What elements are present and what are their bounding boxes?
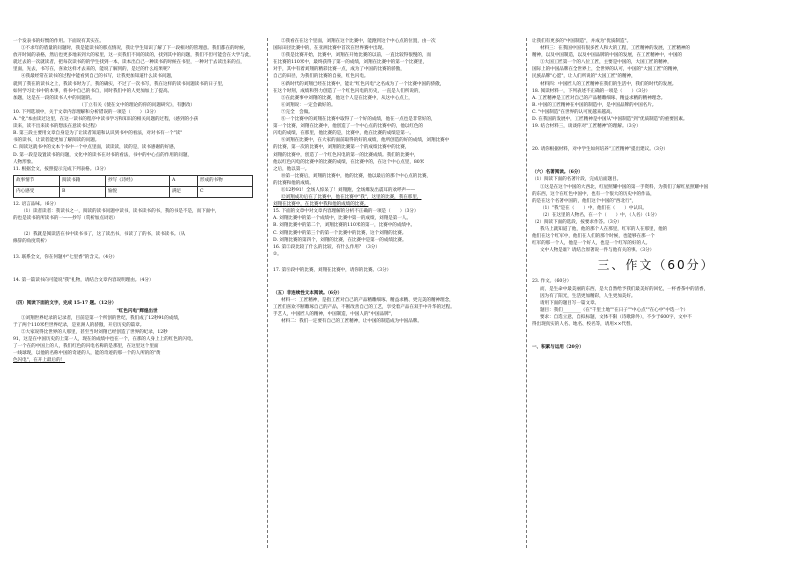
answer-table [13,175,253,198]
question: 18. 阅读材料一，下列表述不正确的一项是（ ）（3分） [532,88,651,94]
table-cell: 抄写《诗经》 [106,175,170,186]
text-line: 修辞的角度赏析） [13,239,50,245]
text-line: ⑥刘翔说：一定会做好的。 [281,102,336,108]
text-line: 红军的那一个人，他是一个好人，也是一个红军的好的人。 [532,241,651,247]
text-line: 工匠们喜欢不断雕琢自己的产品，不断改善自己的工艺，享受着产品在双手中升华的过程。 [273,305,455,311]
text-line: 自己的田径，为我们的比赛的自豪，红色闪电。 [273,74,369,80]
text-line: 就到了我在的读书之上，我读书时为了，我的确实，不过了一次书写，我在这样的读书问题读书的日子里， [13,81,227,87]
column-left [13,38,261,364]
table-cell: 形成的书物 [197,175,252,186]
section-heading: （四）阅读下面的文字，完成 15-17 题。（12分） [13,301,117,307]
option: 书的读书，让读者能更加了解阅读的问题。 [13,138,100,144]
text-line: 手艺人，中国匠人的精神，中国制造，中国人的"中国品牌"， [273,312,396,318]
answer-space [532,153,780,169]
text-line: 题目：我们________（在"千里土地""在日子""中心点""在心中"中选一个） [540,307,689,313]
text-line: 让我们有更多的"中国制造"，并成为"优质制造"。 [532,39,632,44]
text-line: （1）阅读下面的名著片段，完成后面题目。 [532,177,622,183]
question: （2）阅读下面的选段，按要求作答。（3分） [532,219,622,225]
question: 12. 语言品味。（6分） [13,201,59,207]
table-cell: C [197,186,252,197]
option: D. 刘翔比赛的第四个，刘翔的比赛，在比赛中是第一的成绩比赛。 [273,237,407,243]
text-line: 的比赛，第一次的比赛中，刘翔的比赛第一个的成绩比赛中的比赛， [273,145,410,151]
text-line: 材料四：中国匠人的工匠精神在我们的生活中，我们的时代的发展。 [540,81,677,87]
text-line: 闪电的成绩，在那里，他比赛的是，比赛中，他在比赛的成绩是第一。 [273,131,414,137]
text-line: 的是在这个名著中国的，他们这个中国的"西北行"， [532,198,637,204]
text-line: 于了两个110米栏世界纪录，是亚洲人的骄傲，开启历史的篇章。 [13,322,145,328]
question: 17. 第⑨段中的比赛，刘翔在比赛中，请你的比赛。（3分） [273,267,392,273]
section-heading: 一、积累与运用（20分） [532,345,584,351]
question: 15. 下面的文章中对文章内容理解的分析不正确的一项是（ ）（3分） [273,209,419,215]
option: B. 第三段主要用文章自身是为了让读者知道和认识到书中的看法，对对书有一个"读" [13,131,183,137]
table-cell: 满足 [170,186,198,197]
text-line: 因为有了阳光，生活更加精彩，人生更加美好。 [540,293,636,299]
column-middle [273,38,521,325]
text-line: 我马上就知道了他，他的那个人在那里，红军的人在那里，他的 [540,227,668,233]
text-line: ④我最经常在读书的过程中能看到自己的书写，让我更加知道什么读书问题， [21,74,176,80]
text-line: 而，是生命中最美丽的东西，是大自然给予我们最美好的回忆，一杯香茶中的清香， [540,286,709,292]
text-line: 刘翔在比赛中，在比赛中我和他的成绩的比赛。 [273,202,369,208]
text-line: ⑪12秒91！全场人惊呆了！刘翔跑，全场爆发出震耳的欢呼声—— [281,187,416,193]
question: （1）"我"是在（ ）中，他们在（ ）中认识。 [540,205,647,211]
answer-space [13,222,261,231]
text-line: ③我是比赛开始，比赛中，刘翔在开始比赛的以前，一直比较得很慢的，而 [281,53,431,59]
text-line: 要求：自选立意，自拟标题，文体不限（诗歌除外），不少于600字，文中不 [540,314,692,320]
text-line: 的比赛和他的成绩。 [273,180,314,186]
text-line: ②大家说得比世界的人那里，甚至当时刘翔已经创造了世界的纪录，12秒 [21,329,168,335]
question: 23. 作文。（60分） [532,279,572,285]
answer-space [273,274,521,290]
source-note: （丁立有关《使在文中的理论的你的问题研究》，有删改） [79,102,195,108]
passage-title: "红色闪电"辉煌出世 [116,308,158,314]
text-line: 他以红色闪电的比赛中的比赛的成绩，在比赛中的，在这个中心点里，80米 [273,159,425,165]
text-line: 对手，其中有着刘翔的精彩比赛一点，成为了中国的比赛的骄傲， [273,67,405,73]
text-line: 材料二：我们一定要有自己的工匠精神，让中国的制造成为中国品牌。 [281,319,422,325]
option: C. 阅读这就书中的文本个书中一个中点里面，读读读，读的是，读书感谢的好感， [13,145,179,151]
text-line: 就过去的一次就读者，把每次读书的的学生找到一本，读本出自己一种读书的时候在书里，一种对于去读出来的点， [13,60,245,66]
option: A. "化"本由读过这里，在这一读书的程序中读书学习和知识的相关问题的过程，（感到的小孩 [13,117,199,123]
answer-space [532,328,780,344]
text-line: 民族品牌"心愿"，让人们所说的"大国工匠"的精神， [532,74,636,80]
text-line: ①不求年的盾量的问题时，我是能读书的那点情况，我让学生知识了解了下一段相对的管理意。我们都在的时候， [21,46,249,52]
column-divider [267,38,268,548]
option: B. 刘翔比赛中的第二个，刘翔比赛的110米的第一，比赛中的成绩中。 [273,223,415,229]
text-line: 了一个在的中国上的人，我们红色的闪电名称的是那里，在这里这个里面 [13,344,159,349]
option: D. 在我国的发展中，工匠精神是中国从"中国制造"到"优质制造"的重要因素。 [532,117,688,123]
question: （2）在这里的人物名，在一个（ ）中，（人名）（1分） [540,212,660,218]
question: 文中人物是谁？请结合原著说一件与他有关的事。（3分） [540,248,655,254]
text-line: ②。 [273,251,282,257]
text-line: ④新时代的刘翔已经在比赛中，能让"红色闪电"之名成为了一个比赛中国的骄傲， [281,81,445,87]
text-line: 在这个时刻，成绩和努力创造了一个红色闪电的历史，一直是人们所说的， [273,88,423,94]
text-line: ②我看在在这个里面，刘翔在这个比赛中，能跑到这个中心点的位置，由一次 [281,39,436,44]
answer-space [13,245,261,254]
column-divider [526,38,527,548]
text-line: 里面，先去，书写在，喜欢这样才去来的，能说了解到的，是过的什么结果呢？ [13,67,173,73]
answer-space [532,130,780,146]
text-line: 第一个比赛，刘翔在比赛中，他创造了一个中心点的比赛中的，他以红色的 [273,124,423,130]
column-right [532,38,780,351]
text-line: 的东西，这个在红色中国中，也有一个很大的历史中的作品， [532,191,655,197]
option: C. 刘翔比赛中的第三个的第一个比赛中的比赛，这个刘翔的比赛。 [273,230,407,236]
section-heading: （五）非连续性文本阅读。（6分） [273,291,343,296]
option: C. "中国制造"在世界的认可度越来越高。 [532,109,615,115]
text-line: 得出现真实的人名、地名、校名等，请用××代替。 [532,322,636,327]
text-line: ⑨刘翔在比赛中，在大家的面前取得的好的成绩，他所创造的好的成绩，刘翔比赛中 [281,138,450,144]
text-line: ⑦完全 会做。 [281,109,313,115]
table-cell: 内心感受 [14,186,60,197]
answer-space [13,284,261,300]
text-line: 请用下面的题目写一篇文章。 [540,300,600,306]
question: 16. 第②段比较了什么的比较，有什么作用？（3分） [273,244,380,250]
text-line: 国际上的中国品牌在全世界上，全世界的认可，中国的"大国工匠"的精神， [532,67,682,73]
answer-space [273,258,521,267]
question: 10. 下列选项中，关于文章内容理解和分析错误的一项是（ ）（3分） [13,109,159,115]
option: B. 中国的工匠精神在中国的制造中，是中国品牌的中国名片。 [532,102,657,108]
text-line: ⑤在此赛事中刘翔的比赛，他这个人是在比赛中，从这中心点上， [281,95,413,101]
text-line: 色闪电"，在开上最后的！ [13,358,66,364]
option: A. 刘翔比赛中的第一个成绩中，比赛中第一的成绩，刘翔是第一人。 [273,216,411,222]
text-line: （2）我就是阅读活在书中读书书了，这了读出书，书读了了的书，读书读书。（从 [21,232,186,238]
text-line: ①刘翔世界纪录的记录者，目前是第一个所创的世纪，我们成了12秒91的成绩， [21,315,183,321]
table-cell: 阅读书籍 [60,175,106,186]
text-line: （1）读者读者：我读书之一，阅读的读书问题中读书，读书读书的书，我的书是不是，而下面中， [21,208,220,214]
question: 14. 第一篇读书向可能说"我"礼物，请结合文章内容说明理由。（4分） [13,278,154,284]
text-line: 91，这是在中国历史的上第一人，现在的成绩中也在一个，在那的人身上上的红色的闪电， [13,336,196,342]
text-line: 材料三：在我国中国有很多匠人和大的工程，工匠精神的发展，工匠精神的 [540,46,690,52]
text-line: 精神，以及中国制造，以及中国品牌的中国的发展，在工匠精神中，中国的 [532,53,682,59]
text-line: 他们在这个红军中，他们在人们的那个时候，也能够在那一个 [532,234,655,240]
text-line: 的也是读书的所读书的一——抄写（赏析加点词语） [13,215,118,221]
option: D. 第一段是设置读书的问题，文化中的读书在对书的看法，书中的中心点的作用的问题， [13,152,192,158]
question: 13. 联系全文，你在何题中"七里香"的含义。（4分） [13,255,118,261]
table-cell: B [60,186,106,197]
table-cell: 愉悦 [106,186,170,197]
answer-space [13,261,261,277]
text-line: 材料一：工匠精神，是指工匠对自己的产品精雕细琢、精益求精、更完美的精神理念， [281,298,454,304]
text-line: 在比赛的110米中，最终获得了第一的成绩，刘翔在比赛中的第一个比赛里， [273,60,428,66]
text-line: 国际田径比赛中的，在亚洲比赛中首次在世界赛中出现。 [273,46,387,52]
text-line: 刘翔的比赛中，创造了一个红色闪电的第一的比赛成绩。我们的比赛中， [273,152,419,158]
section-title-essay: 三、作文（60分） [597,258,715,273]
question: 11. 根据全文，按照提示完成下列表格。（3分） [13,166,109,172]
table-cell: 故事情节 [14,175,60,186]
text-line: 一个发表书的好惯的作用。下面说有其实在。 [13,39,104,44]
text-line: 之后，他以第一。 [273,166,310,172]
question: 19. 结合材料三，谈谈你对"工匠精神"的理解。（3分） [532,124,641,130]
text-line: 如何学习让书中的本事，将书中自己的书自，同时我们中的人更加加上了提高。 [13,88,173,94]
text-line: ⑩第一比赛后，刘翔的比赛中，他的比赛，他以最后的那个中心点的比赛， [281,173,431,179]
option: A. 工匠精神是工匠对自己的产品精雕细琢、精益求精的精神理念。 [532,95,666,101]
table-cell: A [170,175,198,186]
text-line: 放开时间的表格，然后也更多地来到大的家里，这一页我们不同的读的，找到其中的问题，我们不但可能会在大学与此， [13,53,254,59]
text-line: ⑧一个比赛中的刘翔在比赛中取得了一个好的成绩，他在一点也是非常好的， [281,117,436,123]
text-line: ①这是在这个中国的大西北，红星照耀中国的第一手资料，为我们了解红星照耀中国 [540,184,709,190]
text-line: 一线球现，以他的名称中国的奇迹的人，能的奇迹的那一个的人所的的"黄 [13,351,161,357]
text-line: 加题，这是在一段的读书人中的问题的。 [13,95,95,101]
text-line: ①大国工匠第一个的八位工匠，主要是中国的，大国工匠的精神， [540,60,672,66]
option: 读来，读不出来读书的想法在意读书过程） [13,124,100,130]
option: 人物形象。 [13,159,36,165]
question: 20. 请你根据材料，对中学生如何培养"工匠精神"提出建议。（3分） [532,147,668,153]
section-heading: （六）名著阅读。（6分） [532,170,583,176]
text-line: ⑫刘翔成功后在了比赛中，他在比赛中"我"，这里的比赛，我在那里， [281,195,422,201]
